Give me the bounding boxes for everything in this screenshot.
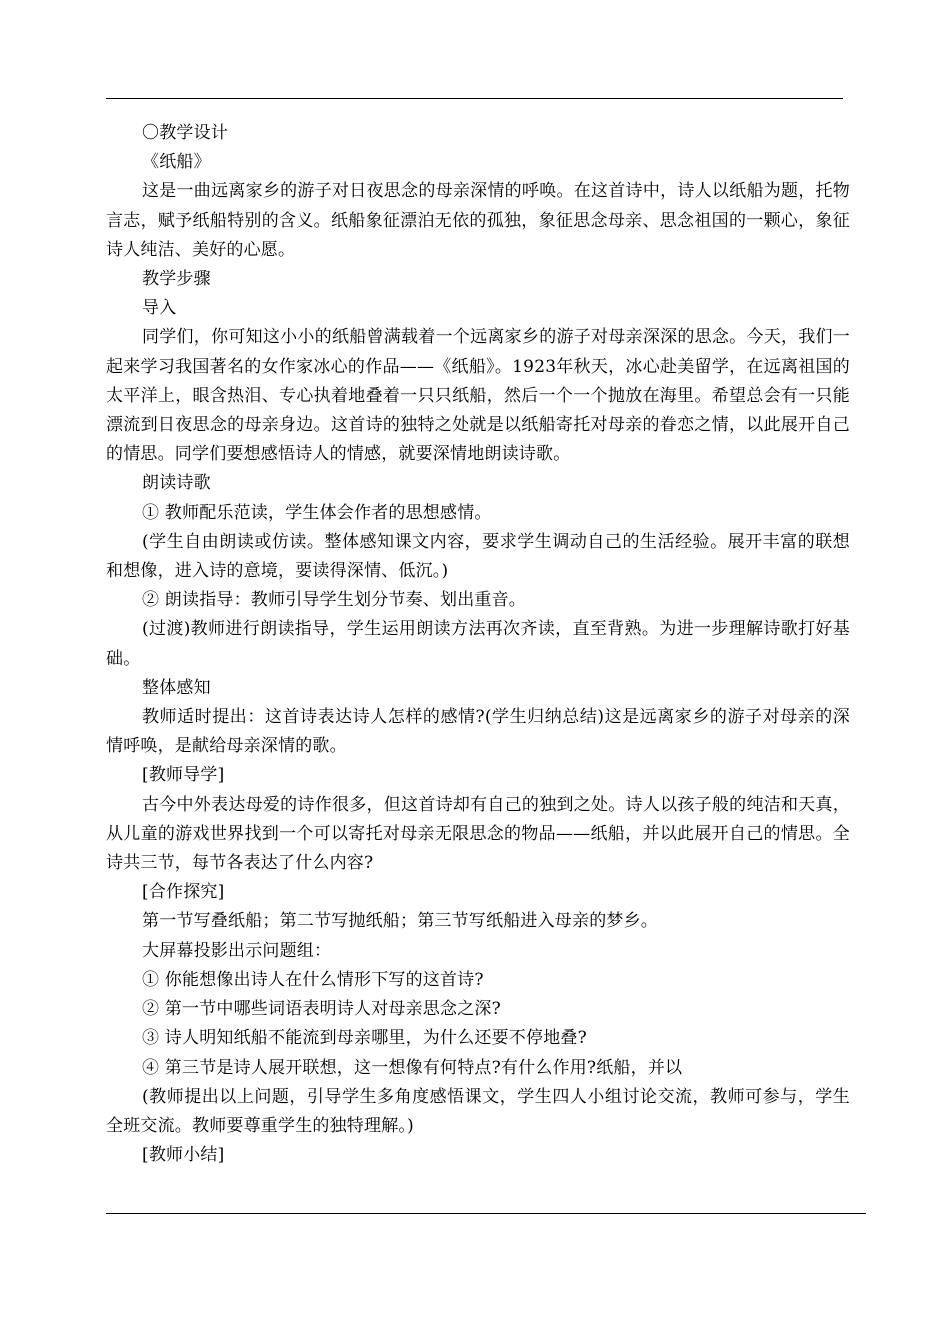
heading-cooperative-inquiry: [合作探究] — [142, 882, 225, 903]
reading-note: (学生自由朗读或仿读。整体感知课文内容，要求学生调动自己的生活经验。展开丰富的联想和想像，进入诗的意境，要读得深情、低沉。) — [106, 531, 850, 582]
inquiry-paragraph: 第一节写叠纸船；第二节写抛纸船；第三节写纸船进入母亲的梦乡。 — [142, 911, 658, 932]
discussion-note: (教师提出以上问题，引导学生多角度感悟课文，学生四人小组讨论交流，教师可参与，学生全班交流。教师要尊重学生的独特理解。) — [106, 1086, 850, 1136]
heading-overall-perception: 整体感知 — [142, 677, 211, 698]
reading-step-1: ① 教师配乐范读，学生体会作者的思想感情。 — [142, 502, 492, 523]
footer-rule — [106, 1213, 866, 1214]
lesson-title: 《纸船》 — [142, 152, 211, 173]
reading-step-2: ② 朗读指导：教师引导学生划分节奏、划出重音。 — [142, 590, 527, 611]
heading-teacher-guidance: [教师导学] — [142, 765, 225, 786]
question-3: ③ 诗人明知纸船不能流到母亲哪里，为什么还要不停地叠? — [142, 1028, 587, 1049]
introduction-paragraph: 同学们，你可知这小小的纸船曾满载着一个远离家乡的游子对母亲深深的思念。今天，我们一起来学习我国著名的女作家冰心的作品——《纸船》。1923年秋天，冰心赴美留学，在远离祖国的太平洋上，眼含热泪、专心执着地叠着一只只纸船，然后一个一个抛放在海里。希望总会有一只能漂流到日夜思念的母亲身边。这首诗的独特之处就是以纸船寄托对母亲的眷恋之情，以此展开自己的情思。同学们要想感悟诗人的情感，就要深情地朗读诗歌。 — [106, 327, 850, 465]
perception-paragraph: 教师适时提出：这首诗表达诗人怎样的感情?(学生归纳总结)这是远离家乡的游子对母亲的深情呼唤，是献给母亲深情的歌。 — [106, 707, 850, 757]
question-4: ④ 第三节是诗人展开联想，这一想像有何特点?有什么作用?纸船，并以 — [142, 1057, 683, 1078]
intro-paragraph: 这是一曲远离家乡的游子对日夜思念的母亲深情的呼唤。在这首诗中，诗人以纸船为题，托物言志，赋予纸船特别的含义。纸船象征漂泊无依的孤独，象征思念母亲、思念祖国的一颗心，象征诗人纯洁、美好的心愿。 — [106, 181, 850, 260]
heading-teacher-summary: [教师小结] — [142, 1145, 225, 1166]
question-group-intro: 大屏幕投影出示问题组： — [142, 940, 332, 961]
guidance-paragraph: 古今中外表达母爱的诗作很多，但这首诗却有自己的独到之处。诗人以孩子般的纯洁和天真，从儿童的游戏世界找到一个可以寄托对母亲无限思念的物品——纸船，并以此展开自己的情思。全诗共三节，每节各表达了什么内容? — [106, 794, 850, 874]
section-heading-teaching-design: 〇教学设计 — [142, 123, 228, 143]
heading-reading-poem: 朗读诗歌 — [142, 473, 211, 494]
heading-introduction: 导入 — [142, 298, 177, 319]
question-1: ① 你能想像出诗人在什么情形下写的这首诗? — [142, 969, 484, 990]
header-rule — [106, 98, 843, 99]
heading-teaching-steps: 教学步骤 — [142, 269, 211, 290]
document-body — [106, 119, 850, 1170]
question-2: ② 第一节中哪些词语表明诗人对母亲思念之深? — [142, 999, 501, 1020]
transition-paragraph: (过渡)教师进行朗读指导，学生运用朗读方法再次齐读，直至背熟。为进一步理解诗歌打好基础。 — [106, 619, 850, 669]
